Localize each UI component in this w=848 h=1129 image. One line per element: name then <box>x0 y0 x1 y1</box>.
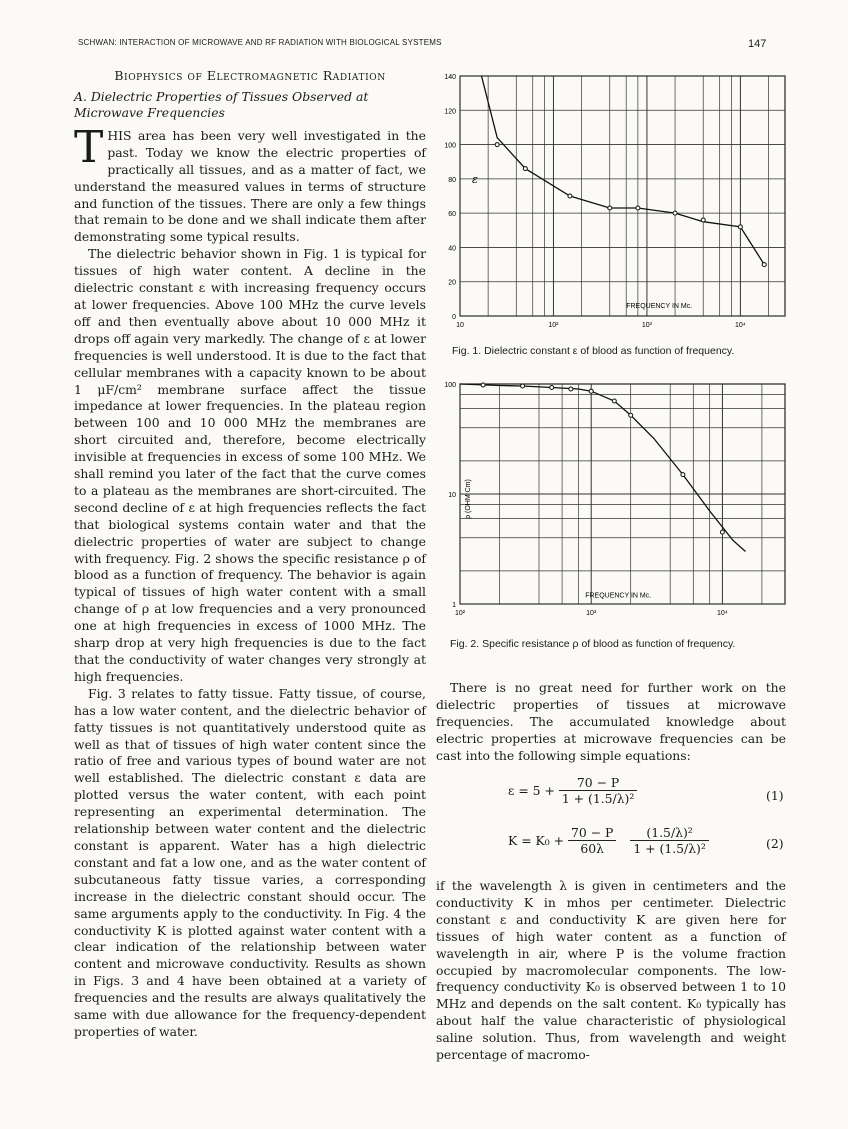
y-tick-label: 40 <box>448 245 456 253</box>
paragraph-5: if the wavelength λ is given in centimeters and the conductivity K in mhos per centimeter. Dielectric constant ε and conductivity K are given here for tissues of high water content as a function of wavelength in air, where P is the volume fraction occupied by macromolecular components. The low-frequency conductivity K₀ is observed between 1 to 10 MHz and depends on the salt content. K₀ typically has about half the value characteristic of physiological saline solution. Thus, from wavelength and weight percentage of macromo- <box>436 878 786 1063</box>
paragraph-4: There is no great need for further work on the dielectric properties of tissues at microwave frequencies. The accumulated knowledge about electric properties at microwave frequencies can be cast into the following simple equations: <box>436 680 786 763</box>
y-tick-label: 80 <box>448 176 456 184</box>
x-tick-label: 10³ <box>586 610 597 617</box>
data-point <box>629 413 633 417</box>
data-point <box>523 167 527 171</box>
data-point <box>681 473 685 477</box>
page-number: 147 <box>748 38 767 50</box>
y-tick-label: 1 <box>452 602 456 609</box>
paragraph-1: THIS area has been very well investigated in the past. Today we know the electric properties of practically all tissues, and as a matter of fact, we understand the measured values in terms of structure and function of the tissues. There are only a few things that remain to be done and we shall indicate them after demonstrating some typical results. <box>74 121 426 245</box>
y-axis-label: ε <box>472 172 478 186</box>
data-point <box>720 530 724 534</box>
section-heading: Biophysics of Electromagnetic Radiation <box>114 68 386 83</box>
data-point <box>636 206 640 210</box>
section-subheading: A. Dielectric Properties of Tissues Observed at Microwave Frequencies <box>74 88 369 121</box>
x-axis-label: FREQUENCY IN Mc. <box>626 302 693 310</box>
x-tick-label: 10² <box>454 610 466 617</box>
data-point <box>762 263 766 267</box>
right-column-top <box>436 680 786 765</box>
paragraph-2: The dielectric behavior shown in Fig. 1 is typical for tissues of high water content. A decline in the dielectric constant ε with increasing frequency occurs at lower frequencies. Above 100 MHz the curve levels off and then eventually above about 10 000 MHz it drops off again very markedly. The change of ε at lower frequencies is well understood. It is due to the fact that cellular membranes with a capacity known to be about 1 μF/cm² membrane surface affect the tissue impedance at lower frequencies. In the plateau region between 100 and 10 000 MHz the membranes are short circuited and, therefore, become electrically invisible at frequencies in excess of some 100 MHz. We shall remind you later of the fact that the curve comes to a plateau as the membranes are short-circuited. The second decline of ε at high frequencies reflects the fact that biological systems contain water and that the dielectric properties of water are subject to change with frequency. Fig. 2 shows the specific resistance ρ of blood as a function of frequency. The behavior is again typical of tissues of high water content with a small change of ρ at low frequencies and a very pronounced one at high frequencies in excess of 1000 MHz. The sharp drop at very high frequencies is due to the fact that the conductivity of water changes very strongly at high frequencies. <box>74 246 426 684</box>
y-tick-label: 100 <box>444 142 456 150</box>
data-point <box>521 384 525 388</box>
data-point <box>701 218 705 222</box>
data-point <box>673 211 677 215</box>
x-axis-label: FREQUENCY IN Mc. <box>585 592 652 600</box>
data-point <box>481 383 485 387</box>
x-tick-label: 10⁴ <box>717 610 728 617</box>
y-tick-label: 100 <box>444 382 456 389</box>
drop-cap: T <box>74 121 104 173</box>
y-axis-label: ρ (OHM Cm) <box>465 479 472 519</box>
data-point <box>589 389 593 393</box>
x-tick-label: 10⁴ <box>735 322 746 329</box>
y-tick-label: 140 <box>444 74 456 81</box>
paragraph-3: Fig. 3 relates to fatty tissue. Fatty tissue, of course, has a low water content, and the dielectric behavior of fatty tissues is not quantitatively understood quite as well as that of tissues of high water content since the ratio of free and various types of bound water are not well established. The dielectric constant ε data are plotted versus the water content, with each point representing an experimental determination. The relationship between water content and the dielectric constant is apparent. Water has a high dielectric constant and fat a low one, and as the water content of subcutaneous fatty tissue varies, a corresponding increase in the dielectric constant should occur. The same arguments apply to the conductivity. In Fig. 4 the conductivity K is plotted against water content with a clear indication of the relationship between water content and microwave conductivity. Results as shown in Figs. 3 and 4 have been obtained at a variety of frequencies and the results are always qualitatively the same with due allowance for the frequency-dependent properties of water. <box>74 685 426 1039</box>
data-point <box>569 387 573 391</box>
data-point <box>495 143 499 147</box>
running-title: SCHWAN: INTERACTION OF MICROWAVE AND RF RADIATION WITH BIOLOGICAL SYSTEMS <box>78 38 442 47</box>
figure-2-caption: Fig. 2. Specific resistance ρ of blood as function of frequency. <box>450 638 736 650</box>
data-point <box>612 399 616 403</box>
data-point <box>550 385 554 389</box>
equation-1-label: (1) <box>766 788 784 803</box>
x-tick-label: 10³ <box>641 322 652 329</box>
figure-1-caption: Fig. 1. Dielectric constant ε of blood as function of frequency. <box>452 345 735 357</box>
left-column <box>74 68 426 1041</box>
data-point <box>568 194 572 198</box>
equation-2-label: (2) <box>766 836 784 851</box>
y-tick-label: 60 <box>448 211 456 219</box>
data-curve <box>460 384 746 552</box>
y-tick-label: 20 <box>448 279 456 287</box>
data-point <box>608 206 612 210</box>
y-tick-label: 10 <box>448 492 456 499</box>
data-point <box>738 225 742 229</box>
plot-frame <box>460 76 785 316</box>
right-column-bottom <box>436 878 786 1064</box>
figure-2-chart <box>430 378 790 628</box>
figure-1-chart <box>430 70 790 338</box>
equation-1: ε = 5 + $\frac{70 - P}{\text{1 + (1.5/λ)²}}$ <box>508 775 637 806</box>
y-tick-label: 0 <box>452 314 456 321</box>
x-tick-label: 10² <box>548 322 559 329</box>
equation-2: K = K₀ + $\frac{70 - P}{60\lambda}$ $\frac{\text{(1.5/λ)²}}{\text{1 + (1.5/λ)²}}$ <box>508 825 709 856</box>
y-tick-label: 120 <box>444 108 456 116</box>
x-tick-label: 10 <box>456 322 464 329</box>
